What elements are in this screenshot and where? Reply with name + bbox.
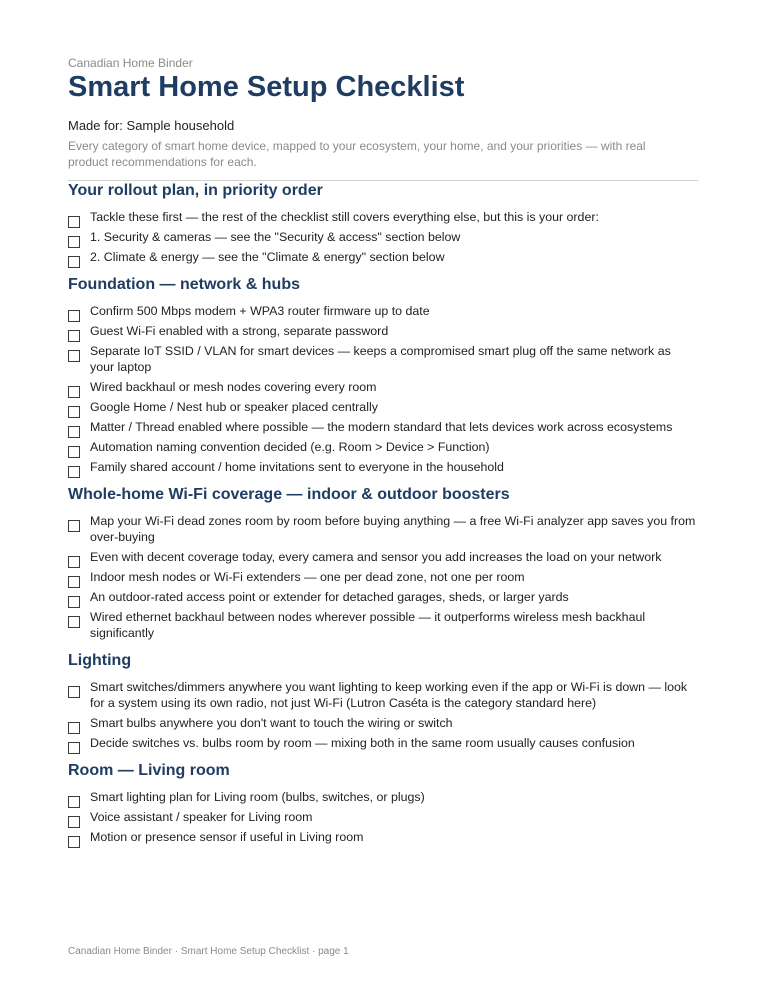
checklist-item bbox=[68, 589, 698, 605]
checklist-item bbox=[68, 569, 698, 585]
checklist-section bbox=[68, 761, 698, 845]
checklist-items bbox=[68, 209, 698, 265]
checklist-items bbox=[68, 679, 698, 751]
intro-text: Every category of smart home device, mapped to your ecosystem, your home, and your priorities — with real product recommendations for each. bbox=[68, 139, 646, 169]
checklist-item-label: Decide switches vs. bulbs room by room — mixing both in the same room usually causes confusion bbox=[90, 736, 635, 750]
checklist-item-label: Smart bulbs anywhere you don't want to touch the wiring or switch bbox=[90, 716, 453, 730]
checklist-item bbox=[68, 789, 698, 805]
checklist-item-label: Google Home / Nest hub or speaker placed centrally bbox=[90, 400, 378, 414]
checklist-item-label: Voice assistant / speaker for Living room bbox=[90, 810, 313, 824]
checkbox[interactable] bbox=[68, 406, 80, 418]
checkbox[interactable] bbox=[68, 742, 80, 754]
checkbox[interactable] bbox=[68, 796, 80, 808]
checklist-item-label: Smart lighting plan for Living room (bulbs, switches, or plugs) bbox=[90, 790, 425, 804]
checkbox[interactable] bbox=[68, 350, 80, 362]
checklist-sections bbox=[68, 181, 698, 845]
checklist-section bbox=[68, 485, 698, 641]
checkbox[interactable] bbox=[68, 520, 80, 532]
checklist-item-label: 2. Climate & energy — see the "Climate & energy" section below bbox=[90, 250, 445, 264]
checkbox[interactable] bbox=[68, 446, 80, 458]
checklist-item-label: Wired backhaul or mesh nodes covering every room bbox=[90, 380, 377, 394]
checklist-item bbox=[68, 549, 698, 565]
checkbox[interactable] bbox=[68, 466, 80, 478]
checkbox[interactable] bbox=[68, 216, 80, 228]
checklist-items bbox=[68, 513, 698, 641]
checklist-item-label: Smart switches/dimmers anywhere you want lighting to keep working even if the app or Wi-Fi is down — look for a system using its own radio, not just Wi-Fi (Lutron Caséta is the category standard here) bbox=[90, 680, 688, 710]
checklist-item bbox=[68, 323, 698, 339]
checkbox[interactable] bbox=[68, 330, 80, 342]
checklist-item-label: 1. Security & cameras — see the "Security & access" section below bbox=[90, 230, 461, 244]
checkbox[interactable] bbox=[68, 556, 80, 568]
made-for-line: Made for: Sample household bbox=[68, 118, 235, 133]
checklist-item-label: Confirm 500 Mbps modem + WPA3 router firmware up to date bbox=[90, 304, 430, 318]
checklist-item-label: Even with decent coverage today, every camera and sensor you add increases the load on your network bbox=[90, 550, 662, 564]
checklist-section bbox=[68, 275, 698, 475]
checklist-item bbox=[68, 303, 698, 319]
checklist-item-label: Tackle these first — the rest of the checklist still covers everything else, but this is your order: bbox=[90, 210, 599, 224]
checklist-item-label: Family shared account / home invitations sent to everyone in the household bbox=[90, 460, 504, 474]
section-title: Whole-home Wi-Fi coverage — indoor & outdoor boosters bbox=[68, 486, 510, 503]
checklist-item bbox=[68, 809, 698, 825]
checkbox[interactable] bbox=[68, 596, 80, 608]
checklist-item bbox=[68, 399, 698, 415]
checklist-section bbox=[68, 651, 698, 751]
checklist-item bbox=[68, 513, 698, 545]
checkbox[interactable] bbox=[68, 616, 80, 628]
checklist-item-label: Motion or presence sensor if useful in Living room bbox=[90, 830, 364, 844]
checklist-item bbox=[68, 249, 698, 265]
checkbox[interactable] bbox=[68, 576, 80, 588]
checkbox[interactable] bbox=[68, 256, 80, 268]
checklist-section bbox=[68, 181, 698, 265]
checkbox[interactable] bbox=[68, 236, 80, 248]
checklist-item bbox=[68, 379, 698, 395]
checkbox[interactable] bbox=[68, 310, 80, 322]
checklist-items bbox=[68, 303, 698, 475]
checklist-item bbox=[68, 715, 698, 731]
checklist-item bbox=[68, 343, 698, 375]
checklist-item-label: Indoor mesh nodes or Wi-Fi extenders — one per dead zone, not one per room bbox=[90, 570, 525, 584]
checklist-item-label: Separate IoT SSID / VLAN for smart devices — keeps a compromised smart plug off the same network as your laptop bbox=[90, 344, 671, 374]
checkbox[interactable] bbox=[68, 686, 80, 698]
brand-name: Canadian Home Binder bbox=[68, 56, 193, 70]
page-title: Smart Home Setup Checklist bbox=[68, 71, 465, 103]
section-title: Foundation — network & hubs bbox=[68, 276, 300, 293]
checklist-item bbox=[68, 735, 698, 751]
checkbox[interactable] bbox=[68, 816, 80, 828]
checklist-item bbox=[68, 229, 698, 245]
checklist-item bbox=[68, 829, 698, 845]
checklist-item-label: An outdoor-rated access point or extender for detached garages, sheds, or larger yards bbox=[90, 590, 569, 604]
checklist-item-label: Automation naming convention decided (e.g. Room > Device > Function) bbox=[90, 440, 490, 454]
checklist-item bbox=[68, 419, 698, 435]
checkbox[interactable] bbox=[68, 836, 80, 848]
checkbox[interactable] bbox=[68, 722, 80, 734]
checklist-item-label: Map your Wi-Fi dead zones room by room before buying anything — a free Wi-Fi analyzer app saves you from over-buying bbox=[90, 514, 696, 544]
checklist-item bbox=[68, 209, 698, 225]
checklist-item bbox=[68, 459, 698, 475]
checkbox[interactable] bbox=[68, 386, 80, 398]
checklist-item-label: Wired ethernet backhaul between nodes wherever possible — it outperforms wireless mesh backhaul significantly bbox=[90, 610, 646, 640]
checklist-item-label: Matter / Thread enabled where possible — the modern standard that lets devices work across ecosystems bbox=[90, 420, 673, 434]
checkbox[interactable] bbox=[68, 426, 80, 438]
checklist-item bbox=[68, 439, 698, 455]
checklist-items bbox=[68, 789, 698, 845]
checklist-item bbox=[68, 609, 698, 641]
section-title: Lighting bbox=[68, 652, 132, 669]
checklist-page bbox=[68, 56, 698, 849]
section-title: Room — Living room bbox=[68, 762, 230, 779]
section-title: Your rollout plan, in priority order bbox=[68, 182, 323, 199]
checklist-item bbox=[68, 679, 698, 711]
checklist-item-label: Guest Wi-Fi enabled with a strong, separate password bbox=[90, 324, 389, 338]
page-footer: Canadian Home Binder · Smart Home Setup Checklist · page 1 bbox=[68, 946, 349, 957]
